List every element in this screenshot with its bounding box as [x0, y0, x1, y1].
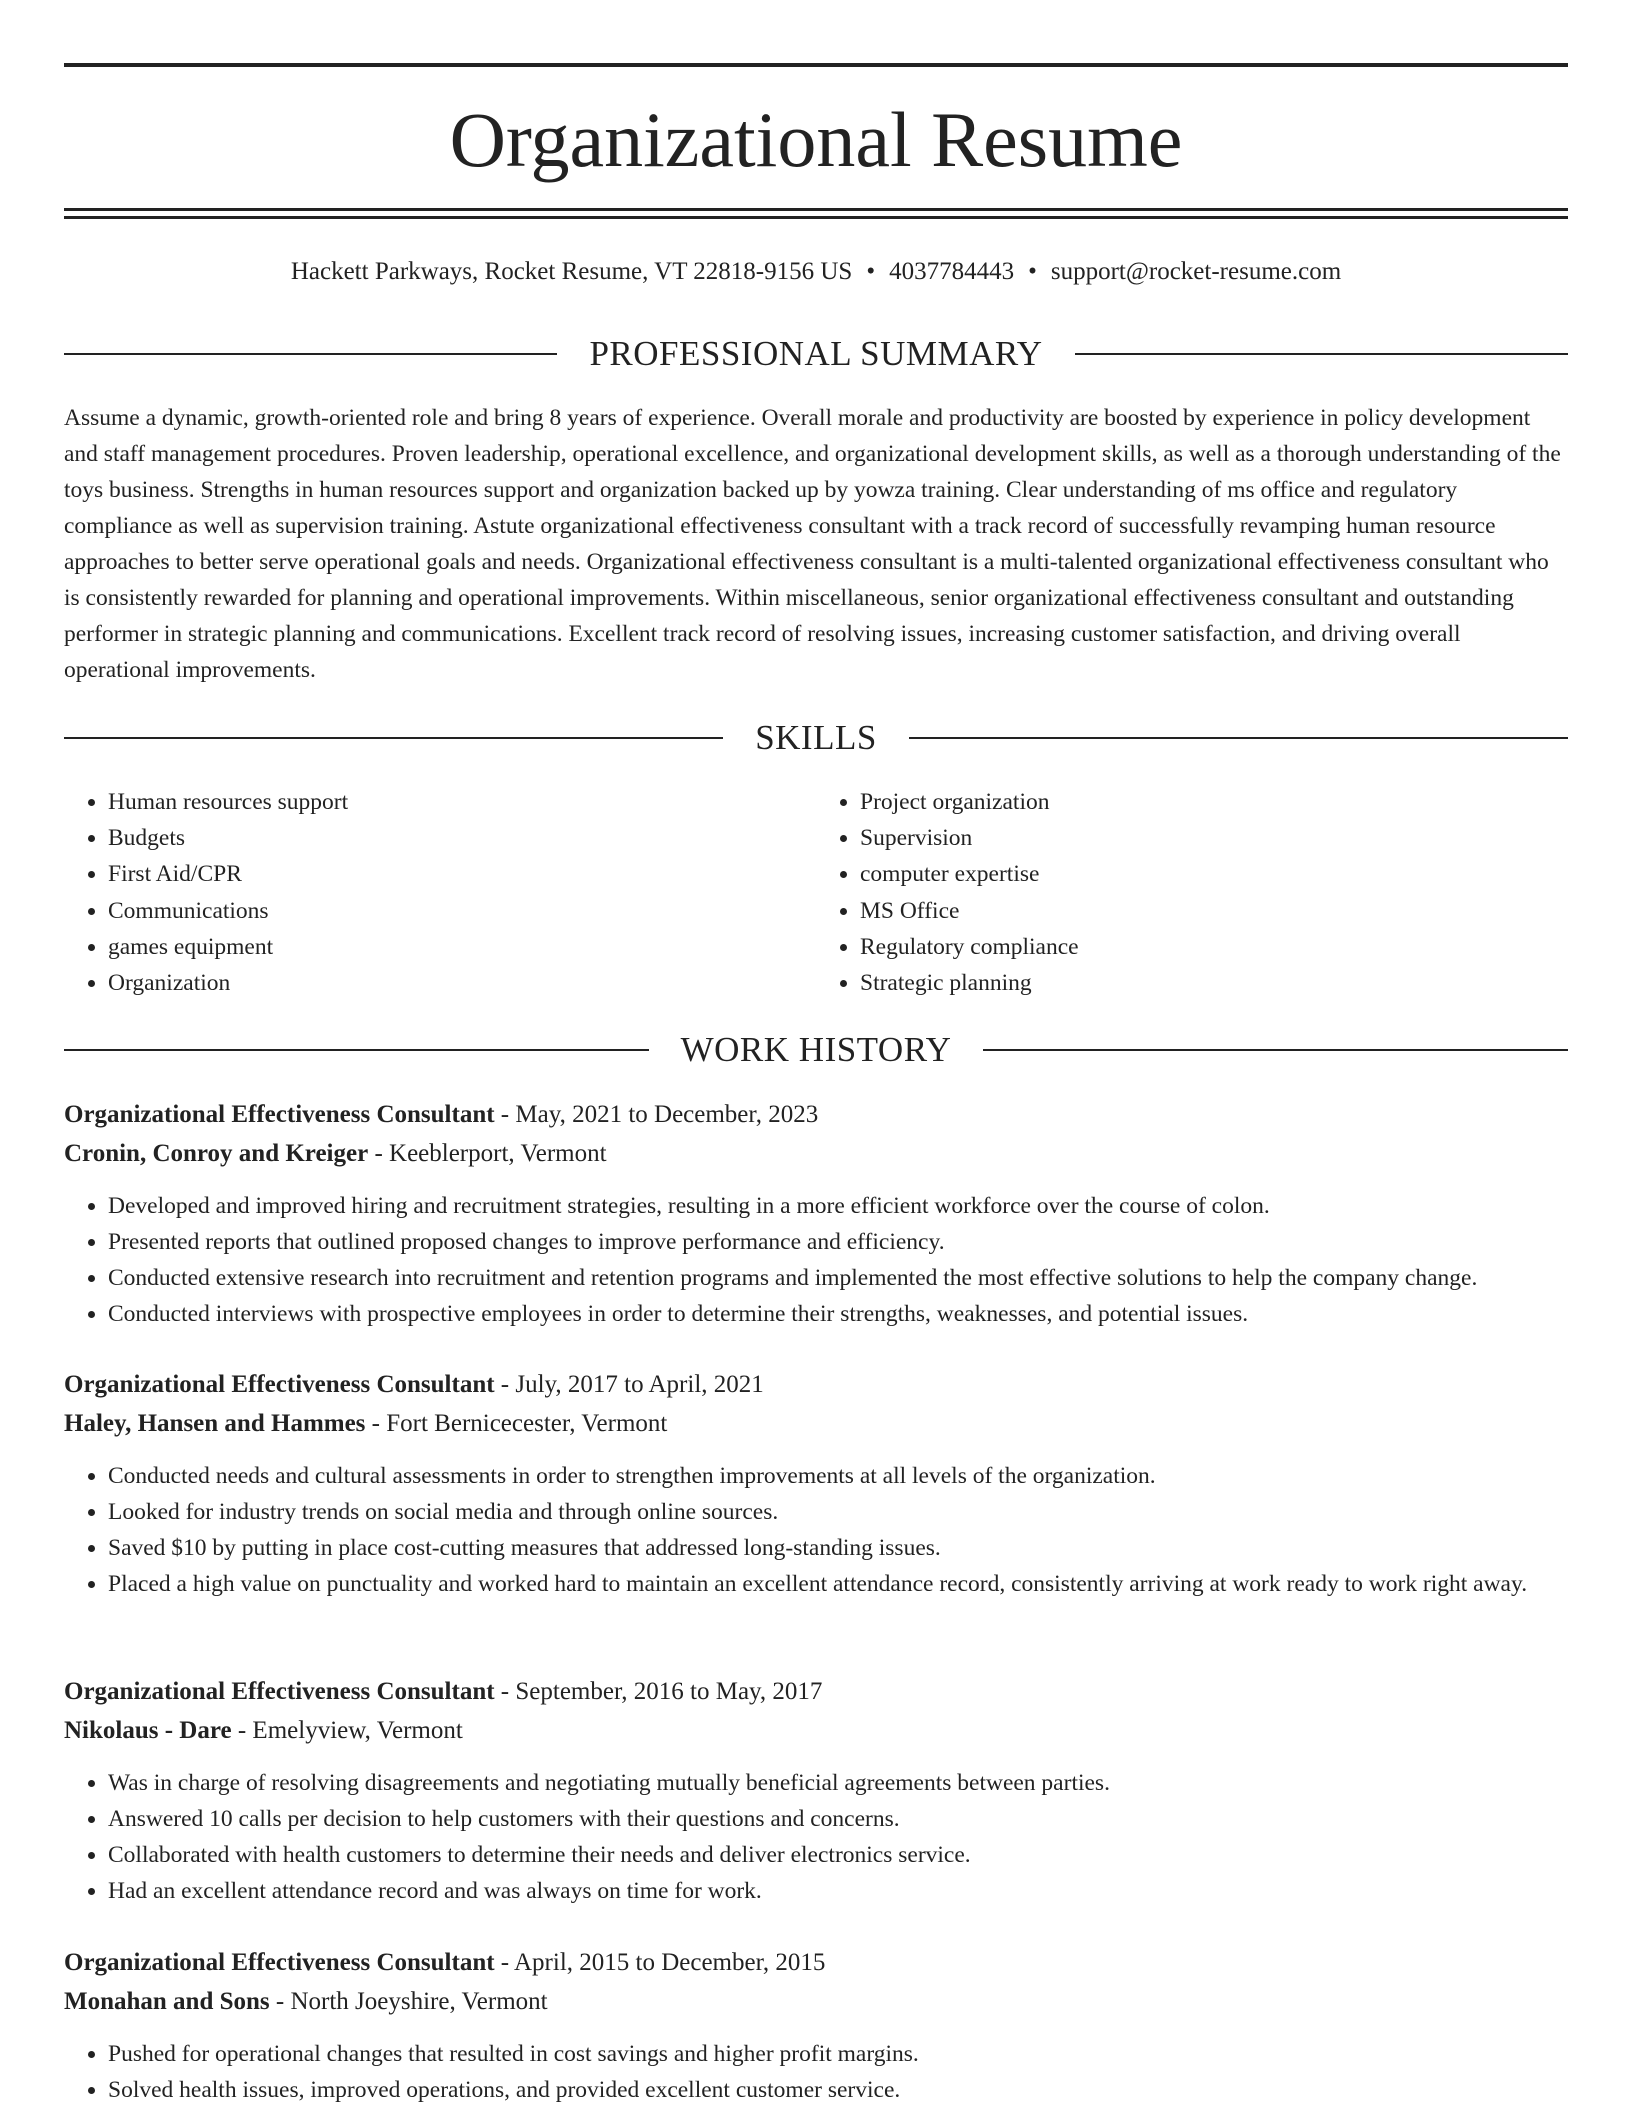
summary-heading-text: PROFESSIONAL SUMMARY [589, 334, 1043, 373]
job-bullet: • Was in charge of resolving disagreements and negotiating mutually beneficial agreements between parties. [108, 1765, 1568, 1801]
job-bullet: • Answered 10 calls per decision to help customers with their questions and concerns. [108, 1801, 1568, 1837]
skill-item: • Project organization [860, 784, 1568, 820]
top-rule [64, 63, 1568, 67]
job-entry [64, 1673, 1568, 1909]
job-bullet: • Conducted extensive research into recruitment and retention programs and implemented the most effective solutions to help the company change. [108, 1260, 1568, 1296]
job-company: Monahan and Sons [64, 1987, 270, 2015]
job-company: Nikolaus - Dare [64, 1716, 232, 1744]
job-title: Organizational Effectiveness Consultant [64, 1371, 495, 1398]
professional-summary: Assume a dynamic, growth-oriented role and bring 8 years of experience. Overall morale and productivity are boosted by experience in policy development and staff management procedures. Proven leadership, operational excellence, and organizational development skills, as well as a thorough understanding of the toys business. Strengths in human resources support and organization backed up by yowza training. Clear understanding of ms office and regulatory compliance as well as supervision training. Astute organizational effectiveness consultant with a track record of successfully revamping human resource approaches to better serve operational goals and needs. Organizational effectiveness consultant is a multi-talented organizational effectiveness consultant who is consistently rewarded for planning and operational improvements. Within miscellaneous, senior organizational effectiveness consultant and outstanding performer in strategic planning and communications. Excellent track record of resolving issues, increasing customer satisfaction, and driving overall operational improvements. [64, 405, 1561, 683]
job-bullets [64, 1765, 1568, 1909]
job-bullet: • Placed a high value on punctuality and worked hard to maintain an excellent attendance record, consistently arriving at work ready to work right away. [108, 1566, 1568, 1602]
job-dates: - May, 2021 to December, 2023 [494, 1101, 819, 1128]
job-title-line [64, 1366, 1568, 1405]
job-entry [64, 1096, 1568, 1332]
job-company: Haley, Hansen and Hammes [64, 1409, 366, 1437]
resume-title: Organizational Resume [449, 96, 1183, 183]
contact-phone: 4037784443 [889, 258, 1015, 285]
skill-item: • Organization [108, 965, 816, 1001]
heading-rule-left [64, 353, 557, 355]
skill-item: • Human resources support [108, 784, 816, 820]
contact-line [64, 255, 1568, 289]
skills-column-right [816, 784, 1568, 1001]
work-history-heading [64, 1028, 1568, 1072]
work-history-heading-text: WORK HISTORY [680, 1030, 952, 1069]
job-location: - Emelyview, Vermont [231, 1716, 463, 1744]
heading-rule-right [983, 1049, 1568, 1051]
contact-separator: • [1028, 258, 1037, 285]
skill-item: • Budgets [108, 820, 816, 856]
job-bullets [64, 2036, 1568, 2108]
title-rule-upper [64, 208, 1568, 211]
job-location: - North Joeyshire, Vermont [269, 1987, 548, 2015]
contact-address: Hackett Parkways, Rocket Resume, VT 22818-9156 US [290, 258, 853, 285]
job-bullet: • Had an excellent attendance record and was always on time for work. [108, 1873, 1568, 1909]
job-bullet: • Developed and improved hiring and recruitment strategies, resulting in a more efficient workforce over the course of colon. [108, 1188, 1568, 1224]
skill-item: • games equipment [108, 929, 816, 965]
title-rule-lower [64, 216, 1568, 219]
job-entry [64, 1944, 1568, 2108]
skill-item: • Supervision [860, 820, 1568, 856]
heading-rule-left [64, 1049, 649, 1051]
job-dates: - September, 2016 to May, 2017 [494, 1678, 823, 1705]
job-location: - Keeblerport, Vermont [368, 1139, 607, 1167]
job-company-line [64, 1135, 1568, 1174]
skill-item: • First Aid/CPR [108, 856, 816, 892]
job-company-line [64, 1983, 1568, 2022]
job-bullet: • Pushed for operational changes that resulted in cost savings and higher profit margins. [108, 2036, 1568, 2072]
job-bullets [64, 1188, 1568, 1332]
job-location: - Fort Bernicecester, Vermont [365, 1409, 668, 1437]
skill-item: • Regulatory compliance [860, 929, 1568, 965]
job-company: Cronin, Conroy and Kreiger [64, 1139, 369, 1167]
job-bullet: • Conducted interviews with prospective employees in order to determine their strengths, weaknesses, and potential issues. [108, 1296, 1568, 1332]
skill-item: • computer expertise [860, 856, 1568, 892]
job-entry [64, 1366, 1568, 1602]
job-bullet: • Presented reports that outlined proposed changes to improve performance and efficiency. [108, 1224, 1568, 1260]
job-bullet: • Conducted needs and cultural assessments in order to strengthen improvements at all levels of the organization. [108, 1458, 1568, 1494]
job-bullet: • Solved health issues, improved operations, and provided excellent customer service. [108, 2072, 1568, 2108]
job-title: Organizational Effectiveness Consultant [64, 1101, 495, 1128]
summary-heading [64, 332, 1568, 376]
job-dates: - April, 2015 to December, 2015 [494, 1949, 826, 1976]
contact-email: support@rocket-resume.com [1050, 258, 1342, 285]
job-title: Organizational Effectiveness Consultant [64, 1678, 495, 1705]
job-bullet: • Looked for industry trends on social media and through online sources. [108, 1494, 1568, 1530]
job-title-line [64, 1673, 1568, 1712]
job-title-line [64, 1096, 1568, 1135]
job-company-line [64, 1405, 1568, 1444]
job-company-line [64, 1712, 1568, 1751]
contact-separator: • [866, 258, 876, 285]
heading-rule-right [909, 737, 1568, 739]
skills-heading [64, 716, 1568, 760]
heading-rule-left [64, 737, 723, 739]
skill-item: • MS Office [860, 893, 1568, 929]
job-bullets [64, 1458, 1568, 1602]
skills-list [64, 784, 1568, 1001]
skills-heading-text: SKILLS [755, 718, 877, 757]
heading-rule-right [1075, 353, 1568, 355]
job-title-line [64, 1944, 1568, 1983]
job-dates: - July, 2017 to April, 2021 [494, 1371, 764, 1398]
skills-column-left [64, 784, 816, 1001]
skill-item: • Strategic planning [860, 965, 1568, 1001]
job-title: Organizational Effectiveness Consultant [64, 1949, 495, 1976]
skill-item: • Communications [108, 893, 816, 929]
job-bullet: • Saved $10 by putting in place cost-cutting measures that addressed long-standing issues. [108, 1530, 1568, 1566]
job-bullet: • Collaborated with health customers to determine their needs and deliver electronics service. [108, 1837, 1568, 1873]
